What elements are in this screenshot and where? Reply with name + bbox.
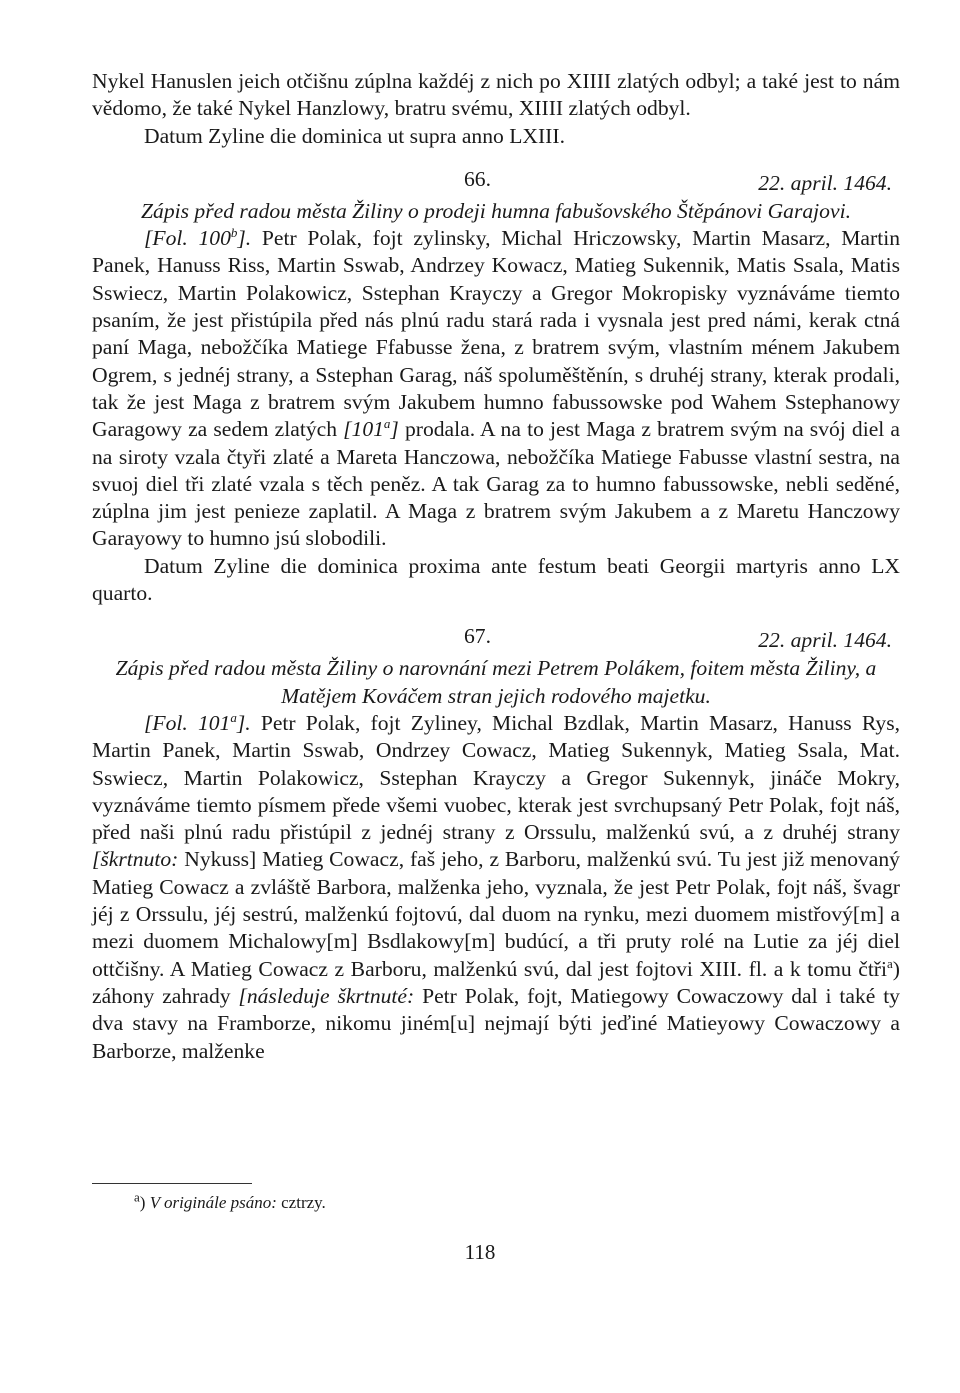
doc66-folio-2: [101$^a$] (343, 416, 399, 442)
doc66-date: 22. april. 1464. (758, 170, 892, 195)
intro-datum: Datum Zyline die dominica ut supra anno LXIII. (144, 123, 565, 148)
doc67-follows-label: [následuje škrtnuté: (238, 983, 415, 1008)
doc67-body: [Fol. 101$^a$]. Petr Polak, fojt Zyliney, Michal Bzdlak, Martin Masarz, Hanuss Rys, Martin Panek, Martin Sswab, Ondrzey Cowacz, Matieg Sukennyk, Matieg Ssala, Mat. Sswiecz, Martin Polakowicz, Sstephan Krayczy a Gregor Sukennyk, jináče Mokry, vyznáváme tiemto písmem přede všemi vuobec, kterak jest svrchupsaný Petr Polak, fojt náš, před naši plnú radu přistúpil z jednéj strany z Orssulu, malženkú svú, a z druhéj strany [škrtnuto: Nykuss] Matieg Cowacz, faš jeho, z Barboru, malženkú svú. Tu jest již menovaný Matieg Cowacz a zvláště Barbora, malženka jeho, vyznala, že jest Petr Polak, fojt náš, švagr jéj z Orssulu, jéj sestrú, malženkú fojtovú, dal duom na rynku, mezi duomem mistřový[m] a mezi duomem Michalowy[m] Bsdlakowy[m] budúcí, a tři pruty rolé na Lutie za jéj diel ottčišny. A Matieg Cowacz z Barboru, malženkú svú, dal jest fojtovi XIII. fl. a k tomu čtři$^a$) záhony zahrady [následuje škrtnuté: Petr Polak, fojt, Matiegowy Cowaczowy dal i také ty dva stavy na Framborze, nikomu jiném[u] nejmají býti jeďiné Matieyowy Cowaczowy a Barborze, malženke (92, 709, 901, 1063)
doc66-body: [Fol. 100$^b$]. Petr Polak, fojt zylinsky, Michal Hriczowsky, Martin Masarz, Martin Panek, Hanuss Riss, Martin Sswab, Andrzey Kowacz, Matieg Sukennik, Matis Ssala, Matis Sswiecz, Martin Polakowicz, Sstephan Krayczy a Gregor Mokropisky vyznáváme tiemto psaním, že jest přistúpila před nás plnú radu stará rada i vysnala jest pred námi, kerak ctná paní Maga, nebožčíka Matiege Ffabusse žena, z bratrem svým, vlastním ménem Jakubem Ogrem, s jednéj strany, a Sstephan Garag, náš spoluměštěnín, s druhéj strany, kterak prodali, tak že jest Maga z bratrem svým Jakubem humno fabussowske pod Wahem Sstephanowy Garagowy za sedem zlatých [101$^a$] prodala. A na to jest Maga z bratrem svým na svój diel a na siroty vzala čtyři zlaté a Mareta Hanczowa, nebožčíka Matiege Fabusse vlastní sestra, na svuoj diel tři zlaté vzala s těch peněz. A tak Garag za to humno fabussowske, nebli seděné, zúplna jim jest penieze zaplatil. A Maga z bratrem svým Jakubem a z Maretu Hanczowy Garayowy to humno jsú slobodili. (92, 225, 901, 551)
doc66-number: 66. (464, 166, 491, 191)
footnote-label: V originále psáno: (149, 1193, 277, 1212)
doc67-date: 22. april. 1464. (758, 628, 892, 653)
intro-paragraph: Nykel Hanuslen jeich otčišnu zúplna každéj z nich po XIIII zlatých odbyl; a také jest to nám vědomo, že také Nykel Hanzlowy, bratru svému, XIIII zlatých odbyl. (92, 69, 900, 121)
doc66-header (92, 156, 900, 198)
doc67-folio: [Fol. 101$^a$]. (144, 709, 251, 735)
doc67-number: 67. (464, 624, 491, 649)
footnote: $^a$) V originále psáno: cztrzy. (134, 1189, 326, 1212)
doc66-datum: Datum Zyline die dominica proxima ante festum beati Georgii martyris anno LX quarto. (92, 553, 900, 606)
doc66-folio: [Fol. 100$^b$]. (144, 225, 252, 251)
doc67-note-mark: a (887, 955, 893, 971)
doc67-header (92, 613, 900, 655)
doc67-strike-label: [škrtnuto: (92, 847, 179, 872)
page-number: 118 (464, 1240, 496, 1264)
footnote-text: cztrzy. (276, 1193, 326, 1212)
doc66-regest: Zápis před radou města Žiliny o prodeji humna fabušovského Štěpánovi Garajovi. (141, 198, 851, 223)
document-page (92, 68, 900, 1065)
doc67-regest: Zápis před radou města Žiliny o narovnání mezi Petrem Polákem, foitem města Žiliny, a Matějem Kováčem stran jejich rodového majetku. (115, 656, 877, 708)
footnote-divider (92, 1183, 252, 1184)
footnote-mark: a (134, 1189, 140, 1205)
